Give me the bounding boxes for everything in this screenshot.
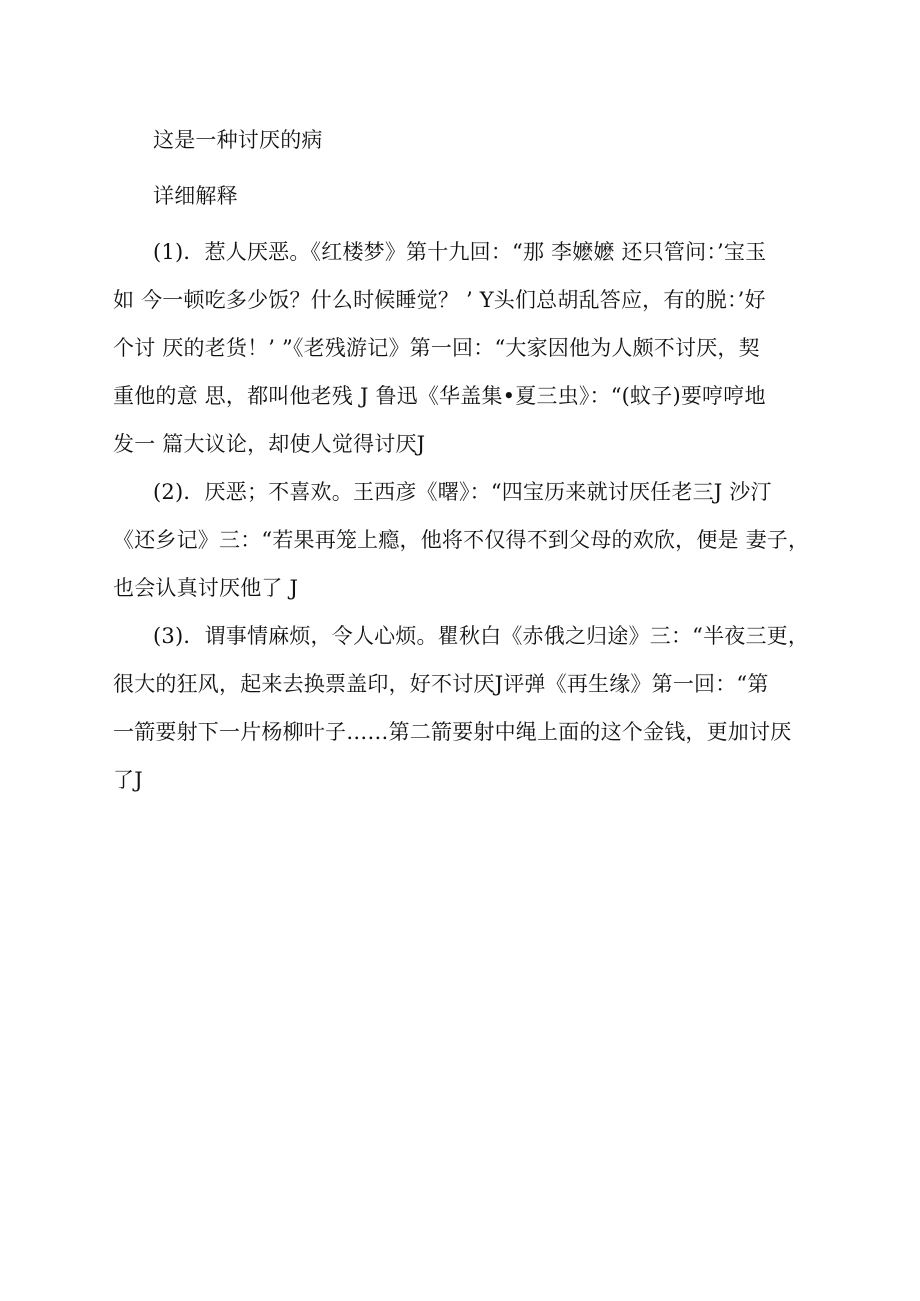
paragraph-1-line-4: 重他的意 思，都叫他老残 J 鲁迅《华盖集•夏三虫》：“(蚊子)要哼哼地 bbox=[113, 384, 766, 408]
paragraph-3-line-1: (3)．谓事情麻烦，令人心烦。瞿秋白《赤俄之归途》三：“半夜三更， bbox=[153, 624, 810, 648]
paragraph-1-line-3: 个讨 厌的老货！’ ”《老残游记》第一回：“大家因他为人颇不讨厌，契 bbox=[113, 336, 760, 360]
paragraph-3-line-4: 了J bbox=[113, 768, 143, 792]
paragraph-1-line-1: (1)．惹人厌恶。《红楼梦》第十九回：“那 李嬷嬷 还只管问：’宝玉 bbox=[153, 240, 767, 264]
paragraph-3-line-3: 一箭要射下一片杨柳叶子……第二箭要射中绳上面的这个金钱，更加讨厌 bbox=[113, 720, 792, 744]
paragraph-3-line-2: 很大的狂风，起来去换票盖印，好不讨厌J评弹《再生缘》第一回：“第 bbox=[113, 672, 769, 696]
paragraph-1-line-2: 如 今一顿吃多少饭？什么时候睡觉？ ’ Y头们总胡乱答应，有的脱：’好 bbox=[113, 288, 766, 312]
paragraph-2-line-2: 《还乡记》三：“若果再笼上瘾，他将不仅得不到父母的欢欣，便是 妻子， bbox=[113, 528, 810, 552]
paragraph-1-line-5: 发一 篇大议论，却使人觉得讨厌J bbox=[113, 432, 426, 456]
document-subtitle: 详细解释 bbox=[153, 184, 238, 208]
document-title: 这是一种讨厌的病 bbox=[153, 128, 323, 152]
paragraph-2-line-1: (2)．厌恶；不喜欢。王西彦《曙》：“四宝历来就讨厌任老三J 沙汀 bbox=[153, 480, 772, 504]
paragraph-2-line-3: 也会认真讨厌他了 J bbox=[113, 576, 299, 600]
